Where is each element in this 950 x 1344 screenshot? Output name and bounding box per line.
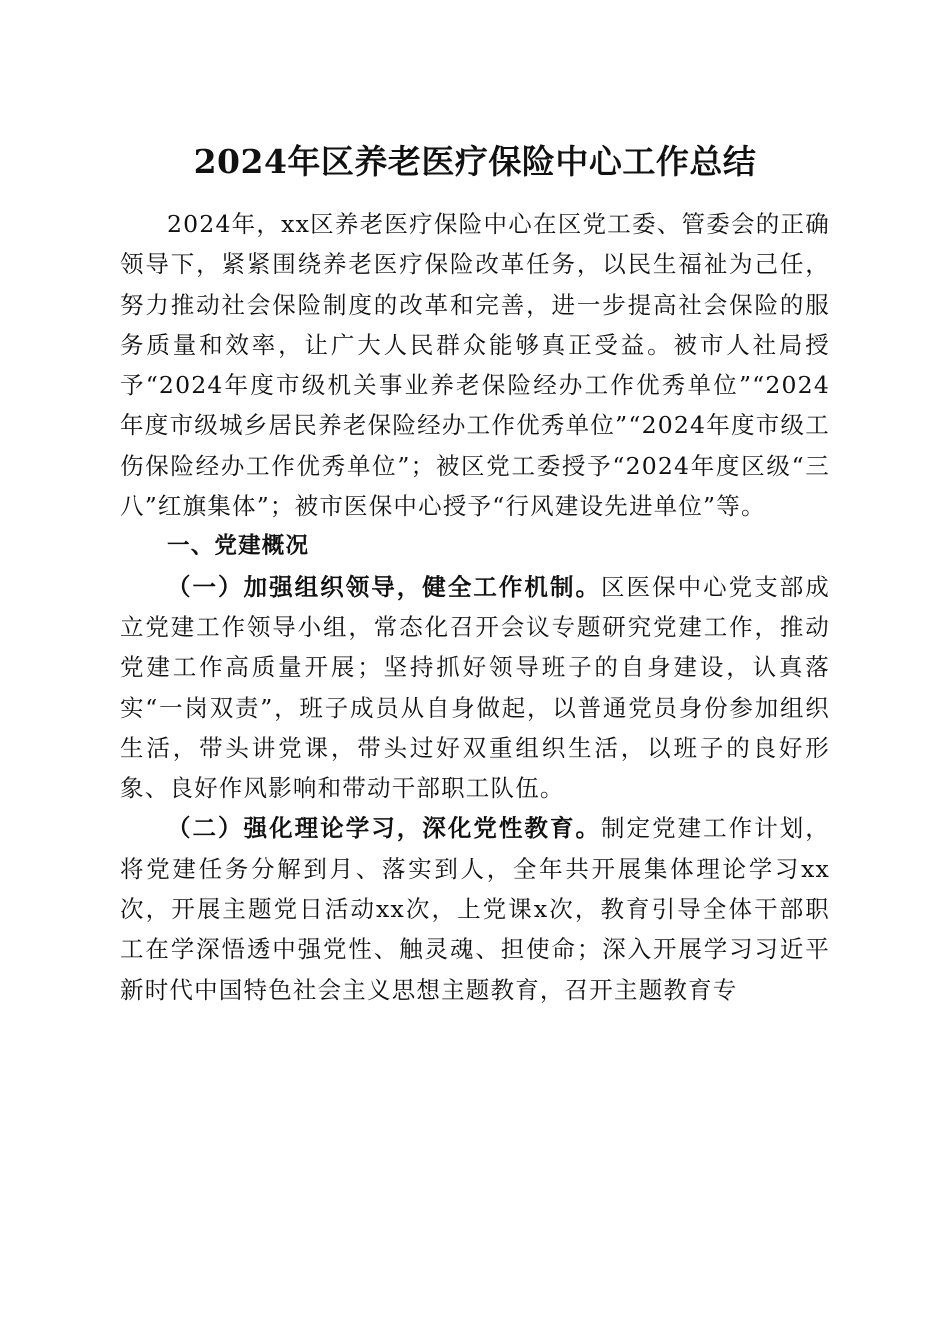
subsection-2-lead: （二）强化理论学习，深化党性教育。 xyxy=(167,814,602,843)
intro-paragraph: 2024年，xx区养老医疗保险中心在区党工委、管委会的正确领导下，紧紧围绕养老医疗保险改革任务，以民生福祉为己任，努力推动社会保险制度的改革和完善，进一步提高社会保险的服务质量和效率，让广大人民群众能够真正受益。被市人社局授予“2024年度市级机关事业养老保险经办工作优秀单位”“2024年度市级城乡居民养老保险经办工作优秀单位”“2024年度市级工伤保险经办工作优秀单位”；被区党工委授予“2024年度区级“三八”红旗集体”；被市医保中心授予“行风建设先进单位”等。 xyxy=(120,210,830,521)
subsection-1-text: 区医保中心党支部成立党建工作领导小组，常态化召开会议专题研究党建工作，推动党建工作高质量开展；坚持抓好领导班子的自身建设，认真落实“一岗双责”，班子成员从自身做起，以普通党员身份参加组织生活，带头讲党课，带头过好双重组织生活，以班子的良好形象、良好作风影响和带动干部职工队伍。 xyxy=(120,572,830,803)
subsection-1-lead: （一）加强组织领导，健全工作机制。 xyxy=(167,572,602,601)
section-heading-party-building: 一、党建概况 xyxy=(167,533,310,560)
document-title: 2024年区养老医疗保险中心工作总结 xyxy=(193,142,757,181)
document-body xyxy=(120,204,830,1010)
subsection-2-paragraph xyxy=(120,808,830,1009)
subsection-1-paragraph xyxy=(120,567,830,809)
subsection-2-text: 制定党建工作计划，将党建任务分解到月、落实到人，全年共开展集体理论学习xx次，开展主题党日活动xx次，上党课x次，教育引导全体干部职工在学深悟透中强党性、触灵魂、担使命；深入开展学习习近平新时代中国特色社会主义思想主题教育，召开主题教育专 xyxy=(120,814,830,1004)
